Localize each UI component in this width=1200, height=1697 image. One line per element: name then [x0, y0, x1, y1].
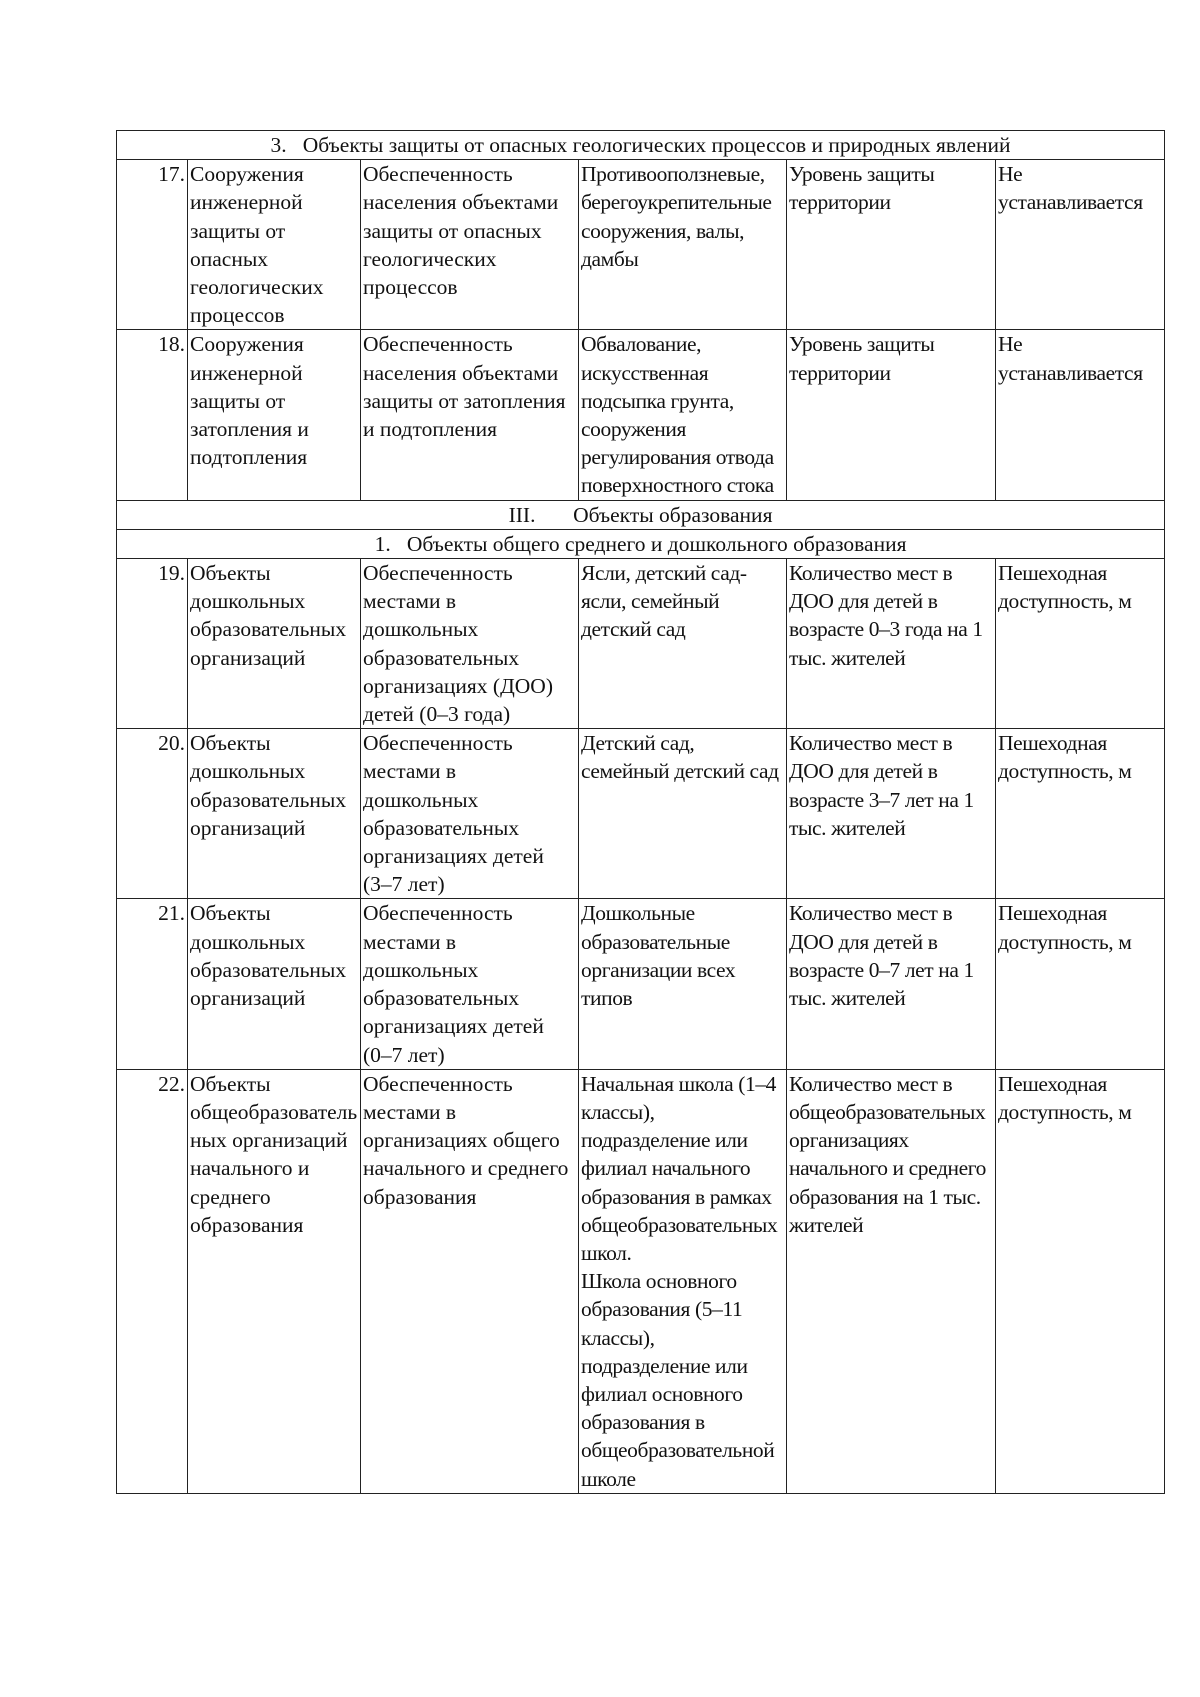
table-body: [117, 131, 1165, 1494]
unit-cell: Количество мест в общеобразовательных организациях начального и среднего образования на 1 тыс. жителей: [787, 1069, 996, 1493]
accessibility-cell: Пешеходная доступность, м: [996, 1069, 1165, 1493]
object-name-cell: Сооружения инженерной защиты от опасных геологических процессов: [188, 160, 361, 330]
object-name-cell: Объекты дошкольных образовательных организаций: [188, 729, 361, 899]
indicator-cell: Обеспеченность населения объектами защиты от затопления и подтопления: [361, 330, 579, 500]
object-types-cell: Противооползневые, берегоукрепительные сооружения, валы, дамбы: [579, 160, 787, 330]
object-types-cell: Детский сад, семейный детский сад: [579, 729, 787, 899]
table-row: [117, 1069, 1165, 1493]
object-name-cell: Объекты общеобразовательных организаций начального и среднего образования: [188, 1069, 361, 1493]
unit-cell: Количество мест в ДОО для детей в возрасте 0–7 лет на 1 тыс. жителей: [787, 899, 996, 1069]
accessibility-cell: Не устанавливается: [996, 330, 1165, 500]
accessibility-cell: Пешеходная доступность, м: [996, 729, 1165, 899]
row-number: 22.: [117, 1069, 188, 1493]
object-name-cell: Сооружения инженерной защиты от затопления и подтопления: [188, 330, 361, 500]
object-types-cell: Дошкольные образовательные организации всех типов: [579, 899, 787, 1069]
table-row: [117, 899, 1165, 1069]
table-row: [117, 160, 1165, 330]
section-3-heading: 3. Объекты защиты от опасных геологических процессов и природных явлений: [117, 131, 1165, 160]
indicator-cell: Обеспеченность населения объектами защиты от опасных геологических процессов: [361, 160, 579, 330]
accessibility-cell: Не устанавливается: [996, 160, 1165, 330]
indicator-cell: Обеспеченность местами в дошкольных образовательных организациях детей (0–7 лет): [361, 899, 579, 1069]
row-number: 20.: [117, 729, 188, 899]
document-page: [116, 130, 1164, 1494]
indicator-cell: Обеспеченность местами в дошкольных образовательных организациях детей (3–7 лет): [361, 729, 579, 899]
table-row: [117, 729, 1165, 899]
indicator-cell: Обеспеченность местами в организациях общего начального и среднего образования: [361, 1069, 579, 1493]
subsection-1-heading: 1. Объекты общего среднего и дошкольного образования: [117, 529, 1165, 558]
object-types-cell: Обвалование, искусственная подсыпка грунта, сооружения регулирования отвода поверхностного стока: [579, 330, 787, 500]
row-number: 21.: [117, 899, 188, 1069]
section-heading-row: [117, 500, 1165, 529]
row-number: 18.: [117, 330, 188, 500]
section-heading-row: [117, 529, 1165, 558]
table-row: [117, 330, 1165, 500]
unit-cell: Уровень защиты территории: [787, 330, 996, 500]
row-number: 19.: [117, 559, 188, 729]
object-name-cell: Объекты дошкольных образовательных организаций: [188, 899, 361, 1069]
unit-cell: Уровень защиты территории: [787, 160, 996, 330]
object-name-cell: Объекты дошкольных образовательных организаций: [188, 559, 361, 729]
table-row: [117, 559, 1165, 729]
object-types-cell: Ясли, детский сад-ясли, семейный детский сад: [579, 559, 787, 729]
section-heading-row: [117, 131, 1165, 160]
indicator-cell: Обеспеченность местами в дошкольных образовательных организациях (ДОО) детей (0–3 года): [361, 559, 579, 729]
object-types-cell: Начальная школа (1–4 классы), подразделение или филиал начального образования в рамках общеобразовательных школ. Школа основного образования (5–11 классы), подразделение или филиал основного образования в общеобразовательной школе: [579, 1069, 787, 1493]
unit-cell: Количество мест в ДОО для детей в возрасте 3–7 лет на 1 тыс. жителей: [787, 729, 996, 899]
accessibility-cell: Пешеходная доступность, м: [996, 899, 1165, 1069]
section-III-heading: III. Объекты образования: [117, 500, 1165, 529]
accessibility-cell: Пешеходная доступность, м: [996, 559, 1165, 729]
unit-cell: Количество мест в ДОО для детей в возрасте 0–3 года на 1 тыс. жителей: [787, 559, 996, 729]
row-number: 17.: [117, 160, 188, 330]
norms-table: [116, 130, 1165, 1494]
